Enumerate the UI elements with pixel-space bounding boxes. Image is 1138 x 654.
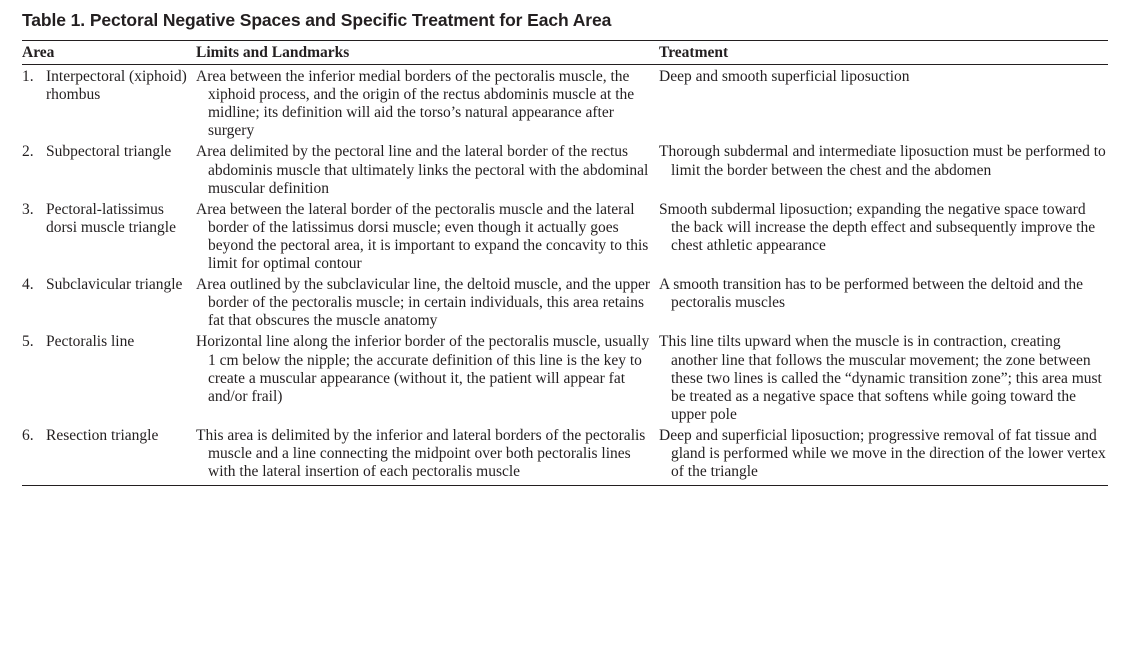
- header-limits: Limits and Landmarks: [196, 44, 350, 61]
- treatment-cell: This line tilts upward when the muscle is in contraction, creating another line that follows the muscular movement; the zone between these two lines is called the “dynamic transition zone”; this area must be treated as a negative space that softens while going toward the upper pole: [659, 333, 1102, 423]
- area-cell: [22, 140, 196, 197]
- bottom-rule: [22, 485, 1108, 486]
- area-name: Interpectoral (xiphoid) rhombus: [46, 68, 187, 104]
- table-row: [22, 330, 1108, 423]
- table-header: [22, 41, 1108, 64]
- table-row: [22, 140, 1108, 197]
- header-area: Area: [22, 44, 55, 61]
- area-cell: [22, 273, 196, 330]
- area-cell: [22, 198, 196, 273]
- row-number: 2.: [22, 143, 34, 161]
- limits-cell: Area delimited by the pectoral line and the lateral border of the rectus abdominis muscle that ultimately links the pectoral with the abdominal muscular definition: [196, 143, 649, 197]
- area-name: Resection triangle: [46, 426, 159, 444]
- table-row: [22, 273, 1108, 330]
- row-number: 1.: [22, 68, 34, 86]
- area-name: Subclavicular triangle: [46, 276, 183, 294]
- row-number: 4.: [22, 276, 34, 294]
- data-table: [22, 41, 1108, 64]
- header-treatment: Treatment: [659, 44, 729, 61]
- limits-cell: Area between the lateral border of the pectoralis muscle and the lateral border of the latissimus dorsi muscle; even though it actually goes beyond the pectoral area, it is important to expand the concavity to this limit for optimal contour: [196, 200, 649, 273]
- table-row: [22, 198, 1108, 273]
- table-container: [22, 8, 1108, 486]
- limits-cell: Area outlined by the subclavicular line, the deltoid muscle, and the upper border of the pectoralis muscle; in certain individuals, this area retains fat that obscures the muscle anatomy: [196, 276, 651, 330]
- limits-cell: Area between the inferior medial borders of the pectoralis muscle, the xiphoid process, and the origin of the rectus abdominis muscle at the midline; its definition will aid the torso’s natural appearance after surgery: [196, 68, 635, 140]
- row-number: 5.: [22, 333, 34, 351]
- treatment-cell: Deep and smooth superficial liposuction: [659, 68, 910, 86]
- treatment-cell: A smooth transition has to be performed between the deltoid and the pectoralis muscles: [659, 276, 1083, 312]
- table-title: Table 1. Pectoral Negative Spaces and Specific Treatment for Each Area: [22, 10, 612, 30]
- treatment-cell: Thorough subdermal and intermediate liposuction must be performed to limit the border between the chest and the abdomen: [659, 143, 1106, 179]
- limits-cell: This area is delimited by the inferior and lateral borders of the pectoralis muscle and a line connecting the midpoint over both pectoralis lines with the lateral insertion of each pectoralis muscle: [196, 426, 646, 481]
- area-cell: [22, 65, 196, 140]
- row-number: 6.: [22, 426, 34, 444]
- table-row: [22, 424, 1108, 485]
- table-body: [22, 65, 1108, 485]
- area-cell: [22, 330, 196, 423]
- table-row: [22, 65, 1108, 140]
- data-table-body: [22, 65, 1108, 485]
- treatment-cell: Smooth subdermal liposuction; expanding the negative space toward the back will increase the depth effect and subsequently improve the chest athletic appearance: [659, 200, 1096, 254]
- area-name: Pectoralis line: [46, 333, 135, 351]
- treatment-cell: Deep and superficial liposuction; progressive removal of fat tissue and gland is performed while we move in the direction of the lower vertex of the triangle: [659, 426, 1106, 481]
- area-name: Subpectoral triangle: [46, 143, 172, 161]
- limits-cell: Horizontal line along the inferior border of the pectoralis muscle, usually 1 cm below the nipple; the accurate definition of this line is the key to create a muscular appearance (without it, the patient will appear fat and/or frail): [196, 333, 650, 405]
- row-number: 3.: [22, 200, 34, 218]
- area-name: Pectoral-latissimus dorsi muscle triangle: [46, 200, 176, 236]
- header-row: [22, 41, 1108, 64]
- area-cell: [22, 424, 196, 485]
